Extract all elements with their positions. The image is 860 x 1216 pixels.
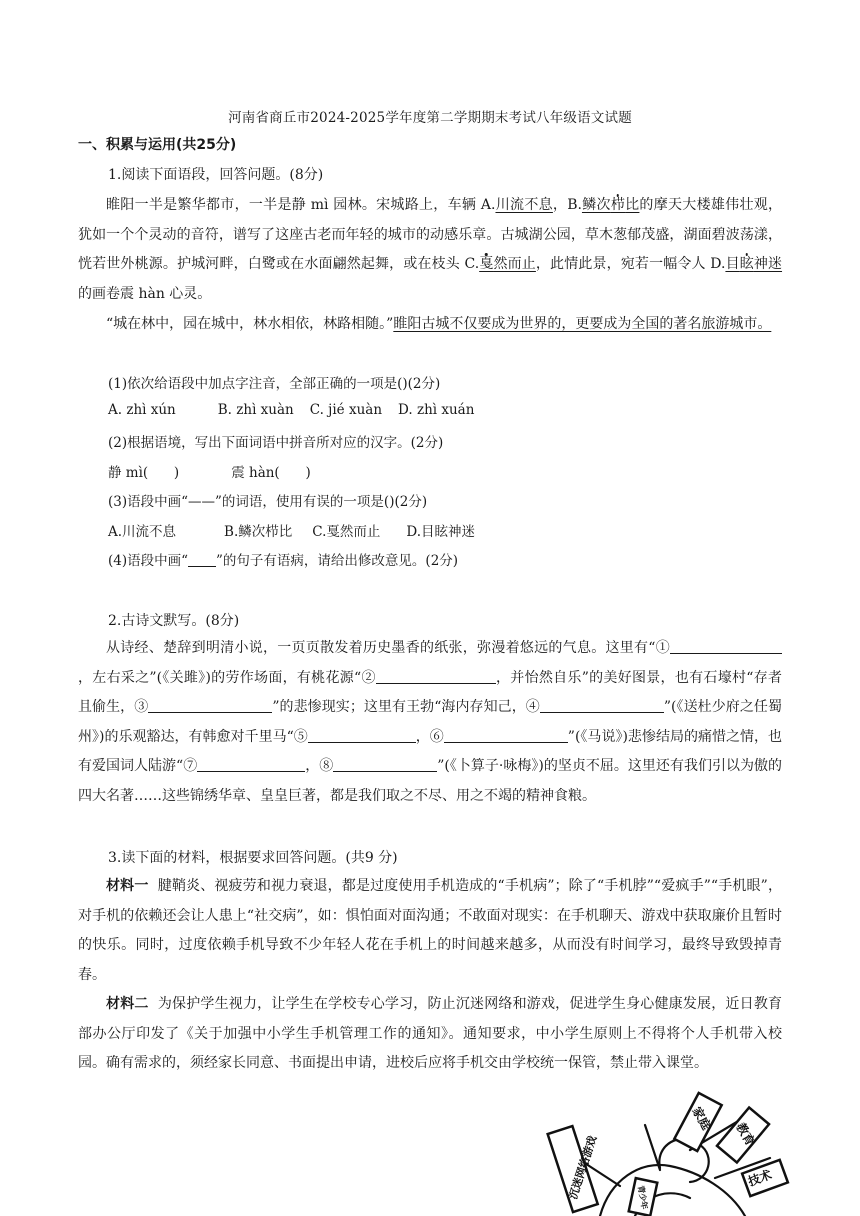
answer-blank-6[interactable] <box>444 728 568 743</box>
question-2-heading: 2.古诗文默写。(8分) <box>108 613 240 629</box>
underlined-term-a: 川流不息 <box>495 197 553 213</box>
material-1-text: 腱鞘炎、视疲劳和视力衰退，都是过度使用手机造成的“手机病”；除了“手机脖”“爱疯手”“手机眼”，对手机的依赖还会让人患上“社交病”，如：惧怕面对面沟通；不敢面对现实：在手机聊天、游戏中获取廉价且暂时的快乐。同时，过度依赖手机导致不少年轻人花在手机上的时间越来越多，从而没有时间学习，最终导致毁掉青春。 <box>78 878 783 983</box>
answer-blank-7[interactable] <box>197 757 305 772</box>
question-3-heading: 3.读下面的材料，根据要求回答问题。(共9 分) <box>108 850 398 866</box>
passage-text: ，B. <box>552 197 582 213</box>
question-1-passage <box>78 191 782 309</box>
material-1 <box>78 872 782 990</box>
material-2-text: 为保护学生视力，让学生在学校专心学习，防止沉迷网络和游戏，促进学生身心健康发展，近日教育部办公厅印发了《关于加强中小学生手机管理工作的通知》。通知要求，中小学生原则上不得将个人手机带入校园。确有需求的，须经家长同意、书面提出申请，进校后应将手机交由学校统一保管，禁止带入课堂。 <box>78 996 783 1072</box>
sign-text-1: 沉迷网络游戏 <box>566 1134 600 1201</box>
fill-in-line <box>108 461 311 481</box>
option-a: A. zhì xún <box>108 402 176 418</box>
sub-question-3: (3)语段中画“——”的词语，使用有误的一项是()(2分) <box>108 494 428 510</box>
answer-blank-5[interactable] <box>308 728 416 743</box>
section-heading: 一、积累与运用(共25分) <box>78 137 237 153</box>
option-b: B.鳞次栉比 <box>224 524 293 540</box>
question-1-quote-paragraph <box>78 310 782 340</box>
fill-mi: 静 mì( ) <box>108 465 180 481</box>
dotted-char-d: 眩 <box>739 256 754 273</box>
dotted-char-b: 栉 <box>610 197 626 213</box>
passage-text: 睢阳一半是繁华都市，一半是静 mì 园林。宋城路上，车辆 A. <box>106 197 496 213</box>
answer-blank-2[interactable] <box>376 669 496 684</box>
sub-question-2: (2)根据语境，写出下面词语中拼音所对应的汉字。(2分) <box>108 435 444 451</box>
answer-blank-8[interactable] <box>333 757 437 772</box>
options-1 <box>108 402 474 418</box>
passage-text: 的画卷震 hàn 心灵。 <box>78 285 212 302</box>
answer-blank-4[interactable] <box>540 698 664 713</box>
answer-blank-1[interactable] <box>670 639 782 654</box>
underlined-term-c: 戛然而止 <box>479 256 536 273</box>
cartoon-illustration <box>540 1090 790 1216</box>
underline-mark <box>188 552 216 567</box>
dotted-char-c: 戛 <box>479 256 494 273</box>
fill-han: 震 hàn( ) <box>231 465 311 481</box>
option-b: B. zhì xuàn <box>217 402 294 418</box>
question-1-heading: 1.阅读下面语段，回答问题。(8分) <box>108 167 324 183</box>
sign-text-3: 教育 <box>733 1120 758 1149</box>
option-c: C.戛然而止 <box>312 524 381 540</box>
options-3 <box>108 520 475 540</box>
material-2-label: 材料二 <box>106 996 149 1012</box>
sign-text-2: 家庭 <box>689 1104 714 1133</box>
material-2 <box>78 990 782 1079</box>
answer-blank-3[interactable] <box>148 698 272 713</box>
material-1-label: 材料一 <box>106 878 149 894</box>
faulty-sentence: 睢阳古城不仅要成为世界的，更要成为全国的著名旅游城市。 <box>393 316 772 332</box>
option-a: A.川流不息 <box>108 524 177 540</box>
passage-text: ，此情此景，宛若一幅令人 D. <box>535 256 726 273</box>
passage-text: 的摩天大楼雄伟壮观，犹如一个个灵动的音符，谱写了这座古老而年轻的城市的动感乐章。古城湖公园，草木葱郁茂盛，湖面碧波荡漾，恍若世外桃源。护城河畔，白鹭或在水面翩然起舞，或在枝头 C. <box>78 197 783 273</box>
question-2-passage: 从诗经、楚辞到明清小说，一页页散发着历史墨香的纸张，弥漫着悠远的气息。这里有“①，左右采之”(《关雎》)的劳作场面，有桃花源“② ，并怡然自乐”的美好图景，也有石壕村“存者且偷生，③ ”的悲惨现实；这里有王勃“海内存知己，④ ”(《送杜少府之任蜀州》)的乐观豁达，有韩愈对千里马“⑤ ，⑥ ”(《马说》)悲惨结局的痛惜之情，也有爱国词人陆游“⑦ ，⑧ ”(《卜算子·咏梅》)的坚贞不屈。这里还有我们引以为傲的四大名著……这些锦绣华章、皇皇巨著，都是我们取之不尽、用之不竭的精神食粮。 <box>78 640 782 804</box>
underlined-term-b: 鳞次栉比 <box>581 197 640 213</box>
underlined-term-d: 目眩神迷 <box>725 256 783 273</box>
option-c: C. jié xuàn <box>309 402 383 418</box>
sub-question-1: (1)依次给语段中加点字注音，全部正确的一项是()(2分) <box>108 376 441 392</box>
sub-question-4: (4)语段中画“ ”的句子有语病，请给出修改意见。(2分) <box>108 553 459 569</box>
option-d: D.目眩神迷 <box>406 524 476 540</box>
sign-text-5: 青少年 <box>636 1184 650 1210</box>
exam-title: 河南省商丘市2024-2025学年度第二学期期末考试八年级语文试题 <box>228 110 632 126</box>
option-d: D. zhì xuán <box>398 402 475 418</box>
sign-text-4: 技术 <box>746 1167 774 1189</box>
quote-text: “城在林中，园在城中，林水相依，林路相随。” <box>106 316 394 332</box>
